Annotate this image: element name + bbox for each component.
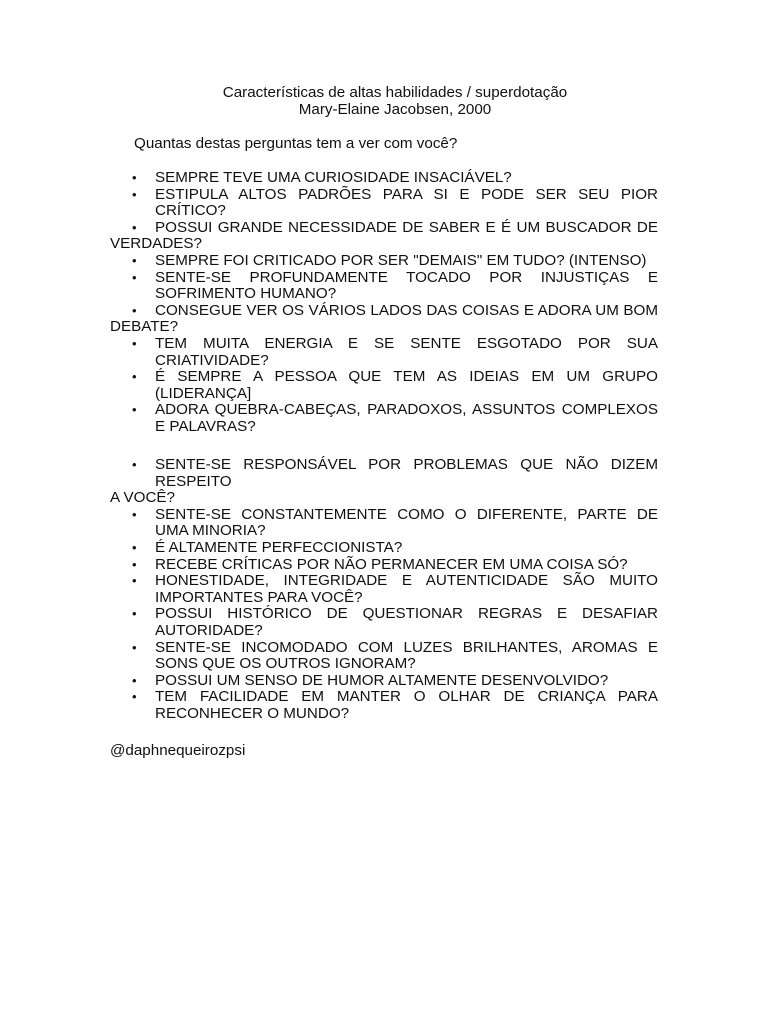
list-item-text: RECEBE CRÍTICAS POR NÃO PERMANECER EM UMA COISA SÓ? <box>155 555 628 573</box>
list-item-text: SEMPRE FOI CRITICADO POR SER "DEMAIS" EM TUDO? (INTENSO) <box>155 251 647 269</box>
list-item <box>110 640 658 673</box>
list-item-text: CONSEGUE VER OS VÁRIOS LADOS DAS COISAS E ADORA UM BOM DEBATE? <box>110 301 658 336</box>
question-list-2 <box>110 457 658 723</box>
bullet-icon: • <box>132 369 137 385</box>
bullet-icon: • <box>132 269 137 285</box>
bullet-icon: • <box>132 457 137 472</box>
bullet-icon: • <box>132 170 137 185</box>
bullet-icon: • <box>132 606 137 622</box>
bullet-icon: • <box>132 639 137 655</box>
bullet-icon: • <box>132 506 137 522</box>
list-item <box>110 270 658 303</box>
list-item-text: POSSUI HISTÓRICO DE QUESTIONAR REGRAS E DESAFIAR AUTORIDADE? <box>155 605 658 639</box>
list-item-text: ESTIPULA ALTOS PADRÕES PARA SI E PODE SER SEU PIOR CRÍTICO? <box>155 185 658 220</box>
list-item-text: HONESTIDADE, INTEGRIDADE E AUTENTICIDADE SÃO MUITO IMPORTANTES PARA VOCÊ? <box>155 572 658 606</box>
bullet-icon: • <box>132 672 137 688</box>
list-item-text: SENTE-SE RESPONSÁVEL POR PROBLEMAS QUE NÃO DIZEM RESPEITO <box>155 456 658 490</box>
bullet-icon: • <box>132 402 137 418</box>
list-item <box>110 557 658 574</box>
list-item-text: POSSUI GRANDE NECESSIDADE DE SABER E É UM BUSCADOR DE VERDADES? <box>110 218 658 253</box>
title-block <box>0 85 768 118</box>
list-item-text: POSSUI UM SENSO DE HUMOR ALTAMENTE DESENVOLVIDO? <box>155 671 609 689</box>
list-item-text: É SEMPRE A PESSOA QUE TEM AS IDEIAS EM UM GRUPO (LIDERANÇA] <box>155 368 658 402</box>
list-item <box>110 303 658 336</box>
bullet-icon: • <box>132 335 137 351</box>
list-item <box>110 369 658 402</box>
list-item-text-continuation: A VOCÊ? <box>110 489 175 507</box>
bullet-icon: • <box>132 556 137 572</box>
document-title: Características de altas habilidades / superdotação <box>222 84 568 101</box>
intro-question: Quantas destas perguntas tem a ver com você? <box>134 135 458 152</box>
list-item-text: TEM FACILIDADE EM MANTER O OLHAR DE CRIANÇA PARA RECONHECER O MUNDO? <box>155 688 658 722</box>
list-item <box>110 573 658 606</box>
list-item <box>110 689 658 722</box>
list-item-text: SENTE-SE CONSTANTEMENTE COMO O DIFERENTE, PARTE DE UMA MINORIA? <box>155 505 658 540</box>
list-item <box>110 507 658 540</box>
list-item <box>110 606 658 639</box>
list-item <box>110 170 658 187</box>
question-list-1 <box>110 170 658 436</box>
list-item-text: SENTE-SE PROFUNDAMENTE TOCADO POR INJUSTIÇAS E SOFRIMENTO HUMANO? <box>155 268 658 303</box>
list-item-text: É ALTAMENTE PERFECCIONISTA? <box>155 538 403 556</box>
list-item-text: TEM MUITA ENERGIA E SE SENTE ESGOTADO POR SUA CRIATIVIDADE? <box>155 334 658 369</box>
signature-handle: @daphnequeirozpsi <box>110 742 246 759</box>
list-item <box>110 457 658 507</box>
list-item <box>110 402 658 435</box>
bullet-icon: • <box>132 302 137 318</box>
list-item-text: ADORA QUEBRA-CABEÇAS, PARADOXOS, ASSUNTOS COMPLEXOS E PALAVRAS? <box>155 401 658 435</box>
list-item <box>110 336 658 369</box>
list-item-text: SENTE-SE INCOMODADO COM LUZES BRILHANTES, AROMAS E SONS QUE OS OUTROS IGNORAM? <box>155 638 658 673</box>
list-item-text: SEMPRE TEVE UMA CURIOSIDADE INSACIÁVEL? <box>155 169 512 186</box>
bullet-icon: • <box>132 219 137 235</box>
bullet-icon: • <box>132 573 137 589</box>
list-item <box>110 253 658 270</box>
list-item <box>110 540 658 557</box>
bullet-icon: • <box>132 539 137 555</box>
document-author: Mary-Elaine Jacobsen, 2000 <box>298 100 492 118</box>
bullet-icon: • <box>132 689 137 705</box>
list-item <box>110 187 658 220</box>
list-item <box>110 220 658 253</box>
bullet-icon: • <box>132 252 137 268</box>
bullet-icon: • <box>132 186 137 202</box>
list-item <box>110 673 658 690</box>
